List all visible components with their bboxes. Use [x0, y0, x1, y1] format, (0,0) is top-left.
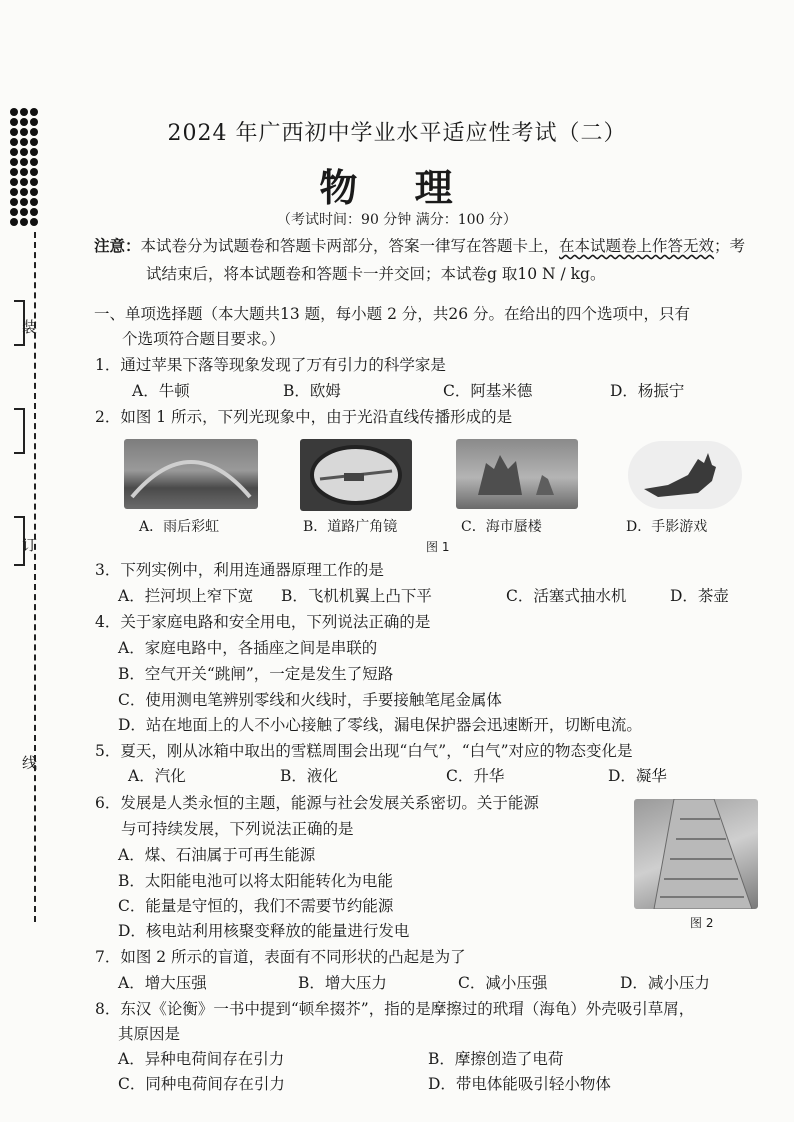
q5-option-c: C．升华 [446, 767, 505, 785]
q5-option-d: D．凝华 [608, 767, 667, 785]
q6-option-c: C．能量是守恒的，我们不需要节约能源 [118, 897, 394, 915]
note-label: 注意： [94, 236, 141, 255]
q7-option-a: A．增大压强 [118, 974, 207, 992]
q7-option-b: B．增大压力 [298, 974, 387, 992]
question-6-stem: 6．发展是人类永恒的主题，能源与社会发展关系密切。关于能源 [95, 794, 539, 812]
exam-note-line2: 试结束后，将本试题卷和答题卡一并交回；本试卷g 取10 N / kg。 [146, 265, 606, 283]
q5-option-b: B．液化 [280, 767, 338, 785]
margin-char-xian: 线 [22, 754, 38, 772]
section-heading: 一、单项选择题（本大题共13 题，每小题 2 分，共26 分。在给出的四个选项中，只有 [94, 305, 691, 323]
figure1-caption-d: D．手影游戏 [626, 519, 708, 535]
q8-option-c: C．同种电荷间存在引力 [118, 1075, 285, 1093]
q6-option-b: B．太阳能电池可以将太阳能转化为电能 [118, 872, 393, 890]
question-7-stem: 7．如图 2 所示的盲道，表面有不同形状的凸起是为了 [95, 948, 466, 966]
q4-option-c: C．使用测电笔辨别零线和火线时，手要接触笔尾金属体 [118, 691, 502, 709]
q7-option-c: C．减小压强 [458, 974, 548, 992]
q8-option-b: B．摩擦创造了电荷 [428, 1050, 564, 1068]
q4-option-b: B．空气开关“跳闸”，一定是发生了短路 [118, 665, 394, 683]
q8-option-a: A．异种电荷间存在引力 [118, 1050, 285, 1068]
rainbow-photo [124, 439, 258, 509]
question-3-stem: 3．下列实例中，利用连通器原理工作的是 [95, 561, 384, 579]
figure1-caption-a: A．雨后彩虹 [139, 519, 220, 535]
note-emphasis: 在本试题卷上作答无效 [559, 237, 715, 255]
question-8-stem: 8．东汉《论衡》一书中提到“顿牟掇芥”，指的是摩擦过的玳瑁（海龟）外壳吸引草屑， [95, 1000, 695, 1018]
hand-shadow-photo [628, 441, 742, 509]
binding-bracket [14, 408, 25, 454]
wide-angle-mirror-photo [300, 439, 412, 511]
question-8-stem-line2: 其原因是 [118, 1025, 181, 1043]
subject-title: 物 理 [319, 166, 475, 210]
q3-option-c: C．活塞式抽水机 [506, 587, 627, 605]
q6-option-a: A．煤、石油属于可再生能源 [118, 846, 316, 864]
q7-option-d: D．减小压力 [620, 974, 710, 992]
question-5-stem: 5．夏天，刚从冰箱中取出的雪糕周围会出现“白气”，“白气”对应的物态变化是 [95, 742, 633, 760]
figure1-caption-b: B．道路广角镜 [303, 519, 398, 535]
margin-char-zhuang: 装 [22, 318, 38, 336]
figure2-label: 图 2 [690, 916, 714, 930]
question-6-stem-line2: 与可持续发展，下列说法正确的是 [121, 820, 354, 838]
q1-option-d: D．杨振宁 [610, 382, 685, 400]
q1-option-b: B．欧姆 [283, 382, 341, 400]
figure1-caption-c: C．海市蜃楼 [461, 519, 542, 535]
q3-option-d: D．茶壶 [670, 587, 729, 605]
q4-option-d: D．站在地面上的人不小心接触了零线，漏电保护器会迅速断开，切断电流。 [118, 716, 642, 734]
mirage-photo [456, 439, 578, 509]
exam-note [94, 234, 745, 256]
q1-option-a: A．牛顿 [132, 382, 190, 400]
note-text-end: ；考 [714, 237, 746, 255]
exam-title: 2024 年广西初中学业水平适应性考试（二） [167, 121, 627, 146]
exam-time-info: （考试时间：90 分钟 满分：100 分） [277, 212, 517, 228]
q8-option-d: D．带电体能吸引轻小物体 [428, 1075, 611, 1093]
note-text: 本试卷分为试题卷和答题卡两部分，答案一律写在答题卡上， [140, 237, 560, 255]
section-heading-line2: 个选项符合题目要求。） [122, 330, 285, 348]
q3-option-a: A．拦河坝上窄下宽 [118, 587, 254, 605]
q5-option-a: A．汽化 [128, 767, 186, 785]
q4-option-a: A．家庭电路中，各插座之间是串联的 [118, 639, 378, 657]
question-4-stem: 4．关于家庭电路和安全用电，下列说法正确的是 [95, 613, 431, 631]
margin-char-ding: 订 [22, 536, 38, 554]
q6-option-d: D．核电站利用核聚变释放的能量进行发电 [118, 922, 410, 940]
question-1-stem: 1．通过苹果下落等现象发现了万有引力的科学家是 [95, 356, 446, 374]
tactile-paving-photo [634, 799, 758, 909]
q3-option-b: B．飞机机翼上凸下平 [281, 587, 432, 605]
q1-option-c: C．阿基米德 [443, 382, 533, 400]
question-2-stem: 2．如图 1 所示，下列光现象中，由于光沿直线传播形成的是 [95, 408, 513, 426]
figure1-label: 图 1 [426, 540, 450, 554]
